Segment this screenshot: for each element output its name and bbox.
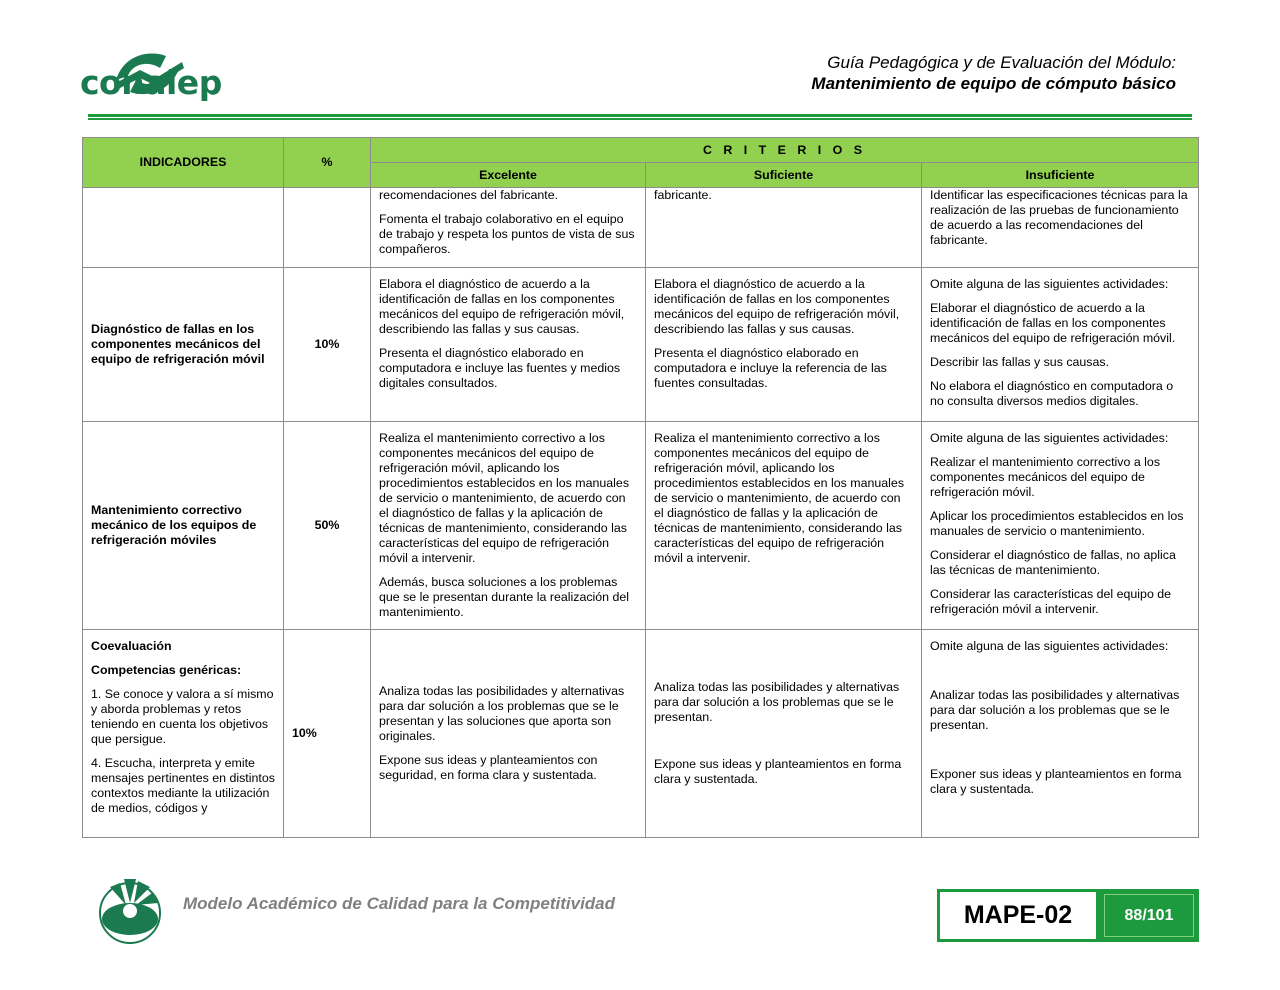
- percent-cell: [284, 188, 371, 268]
- criteria-text: Además, busca soluciones a los problemas que se le presentan durante la realización del mantenimiento.: [379, 575, 630, 619]
- suficiente-cell: [646, 422, 922, 630]
- column-header-indicators: INDICADORES: [83, 138, 284, 188]
- competency-item: 1. Se conoce y valora a sí mismo y aborda problemas y retos teniendo en cuenta los objetivos que persigue.: [91, 687, 274, 746]
- insuficiente-cell: [922, 630, 1199, 838]
- table-row: [83, 422, 1199, 630]
- criteria-text: Expone sus ideas y planteamientos con seguridad, en forma clara y sustentada.: [379, 753, 598, 782]
- criteria-text: fabricante.: [654, 188, 712, 202]
- document-title-line1: Guía Pedagógica y de Evaluación del Módulo:: [827, 53, 1176, 72]
- excelente-cell: [371, 630, 646, 838]
- criteria-text: Exponer sus ideas y planteamientos en forma clara y sustentada.: [930, 767, 1182, 796]
- indicator-cell: Mantenimiento correctivo mecánico de los equipos de refrigeración móviles: [83, 422, 284, 630]
- criteria-text: Realiza el mantenimiento correctivo a los componentes mecánicos del equipo de refrigeración móvil, aplicando los procedimientos establecidos en los manuales de servicio o mantenimiento, de acuerdo con el diagnóstico de fallas y la aplicación de técnicas de mantenimiento, considerando las características del equipo de refrigeración móvil a intervenir.: [379, 431, 630, 565]
- suficiente-cell: [646, 630, 922, 838]
- criteria-text: Realizar el mantenimiento correctivo a los componentes mecánicos del equipo de refrigeración móvil.: [930, 455, 1161, 499]
- criteria-text: Analiza todas las posibilidades y alternativas para dar solución a los problemas que se le presentan.: [654, 680, 900, 724]
- criteria-text: Elaborar el diagnóstico de acuerdo a la identificación de fallas en los componentes mecánicos del equipo de refrigeración móvil.: [930, 301, 1176, 345]
- coeval-title: Coevaluación: [91, 639, 172, 653]
- table-row: [83, 630, 1199, 838]
- criteria-text: Presenta el diagnóstico elaborado en computadora e incluye las fuentes y medios digitales consultados.: [379, 346, 621, 390]
- header-divider: [88, 114, 1192, 117]
- indicator-cell: Diagnóstico de fallas en los componentes mecánicos del equipo de refrigeración móvil: [83, 268, 284, 422]
- header-divider-secondary: [88, 118, 1192, 120]
- criteria-text: Considerar las características del equipo de refrigeración móvil a intervenir.: [930, 587, 1172, 616]
- criteria-text: Elabora el diagnóstico de acuerdo a la identificación de fallas en los componentes mecánicos del equipo de refrigeración móvil, describiendo las fallas y sus causas.: [379, 277, 625, 336]
- excelente-cell: [371, 268, 646, 422]
- academic-model-text: Modelo Académico de Calidad para la Competitividad: [183, 894, 616, 913]
- criteria-text: Omite alguna de las siguientes actividades:: [930, 277, 1169, 291]
- criteria-text: Omite alguna de las siguientes actividades:: [930, 431, 1169, 445]
- column-header-excelente: Excelente: [371, 163, 646, 188]
- criteria-text: Considerar el diagnóstico de fallas, no aplica las técnicas de mantenimiento.: [930, 548, 1176, 577]
- excelente-cell: [371, 188, 646, 268]
- evaluation-rubric-table: [82, 137, 1199, 838]
- page-number: 88/101: [1104, 894, 1194, 937]
- column-header-percent: %: [284, 138, 371, 188]
- percent-cell: 10%: [284, 630, 371, 838]
- percent-cell: 10%: [284, 268, 371, 422]
- criteria-text: Analizar todas las posibilidades y alternativas para dar solución a los problemas que se le presentan.: [930, 688, 1180, 732]
- document-title-line2: Mantenimiento de equipo de cómputo básico: [811, 74, 1176, 93]
- criteria-text: Presenta el diagnóstico elaborado en computadora e incluye la referencia de las fuentes consultadas.: [654, 346, 887, 390]
- indicator-cell: [83, 188, 284, 268]
- document-code: MAPE-02: [937, 889, 1099, 942]
- table-row: [83, 188, 1199, 268]
- table-row: [83, 268, 1199, 422]
- criteria-text: Elabora el diagnóstico de acuerdo a la identificación de fallas en los componentes mecánicos del equipo de refrigeración móvil, describiendo las fallas y sus causas.: [654, 277, 900, 336]
- excelente-cell: [371, 422, 646, 630]
- suficiente-cell: [646, 268, 922, 422]
- criteria-text: No elabora el diagnóstico en computadora o no consulta diversos medios digitales.: [930, 379, 1174, 408]
- insuficiente-cell: [922, 268, 1199, 422]
- conalep-wordmark: conalep: [80, 63, 222, 102]
- suficiente-cell: [646, 188, 922, 268]
- column-header-suficiente: Suficiente: [646, 163, 922, 188]
- criteria-text: Describir las fallas y sus causas.: [930, 355, 1110, 369]
- criteria-text: Identificar las especificaciones técnicas para la realización de las pruebas de funcionamiento de acuerdo a las recomendaciones del fabricante.: [930, 188, 1188, 247]
- criteria-text: Analiza todas las posibilidades y alternativas para dar solución a los problemas que se le presentan y las soluciones que aporta son originales.: [379, 684, 625, 743]
- criteria-text: Omite alguna de las siguientes actividades:: [930, 639, 1169, 653]
- indicator-cell: [83, 630, 284, 838]
- document-title: [811, 52, 1176, 94]
- criteria-text: Expone sus ideas y planteamientos en forma clara y sustentada.: [654, 757, 902, 786]
- criteria-text: recomendaciones del fabricante.: [379, 188, 559, 202]
- academic-model-seal: [94, 873, 166, 945]
- competency-item: 4. Escucha, interpreta y emite mensajes pertinentes en distintos contextos mediante la utilización de medios, códigos y: [91, 756, 275, 815]
- criteria-text: Fomenta el trabajo colaborativo en el equipo de trabajo y respeta los puntos de vista de sus compañeros.: [379, 212, 635, 256]
- insuficiente-cell: [922, 422, 1199, 630]
- page-number-box: [1099, 889, 1199, 942]
- criteria-header: C R I T E R I O S: [371, 138, 1199, 163]
- percent-cell: 50%: [284, 422, 371, 630]
- coeval-subtitle: Competencias genéricas:: [91, 663, 242, 677]
- insuficiente-cell: [922, 188, 1199, 268]
- criteria-text: Aplicar los procedimientos establecidos en los manuales de servicio o mantenimiento.: [930, 509, 1184, 538]
- academic-model-seal-icon: [94, 873, 166, 945]
- criteria-text: Realiza el mantenimiento correctivo a los componentes mecánicos del equipo de refrigeración móvil, aplicando los procedimientos establecidos en los manuales de servicio o mantenimiento, de acuerdo con el diagnóstico de fallas y la aplicación de técnicas de mantenimiento, considerando las características del equipo de refrigeración móvil a intervenir.: [654, 431, 905, 565]
- column-header-insuficiente: Insuficiente: [922, 163, 1199, 188]
